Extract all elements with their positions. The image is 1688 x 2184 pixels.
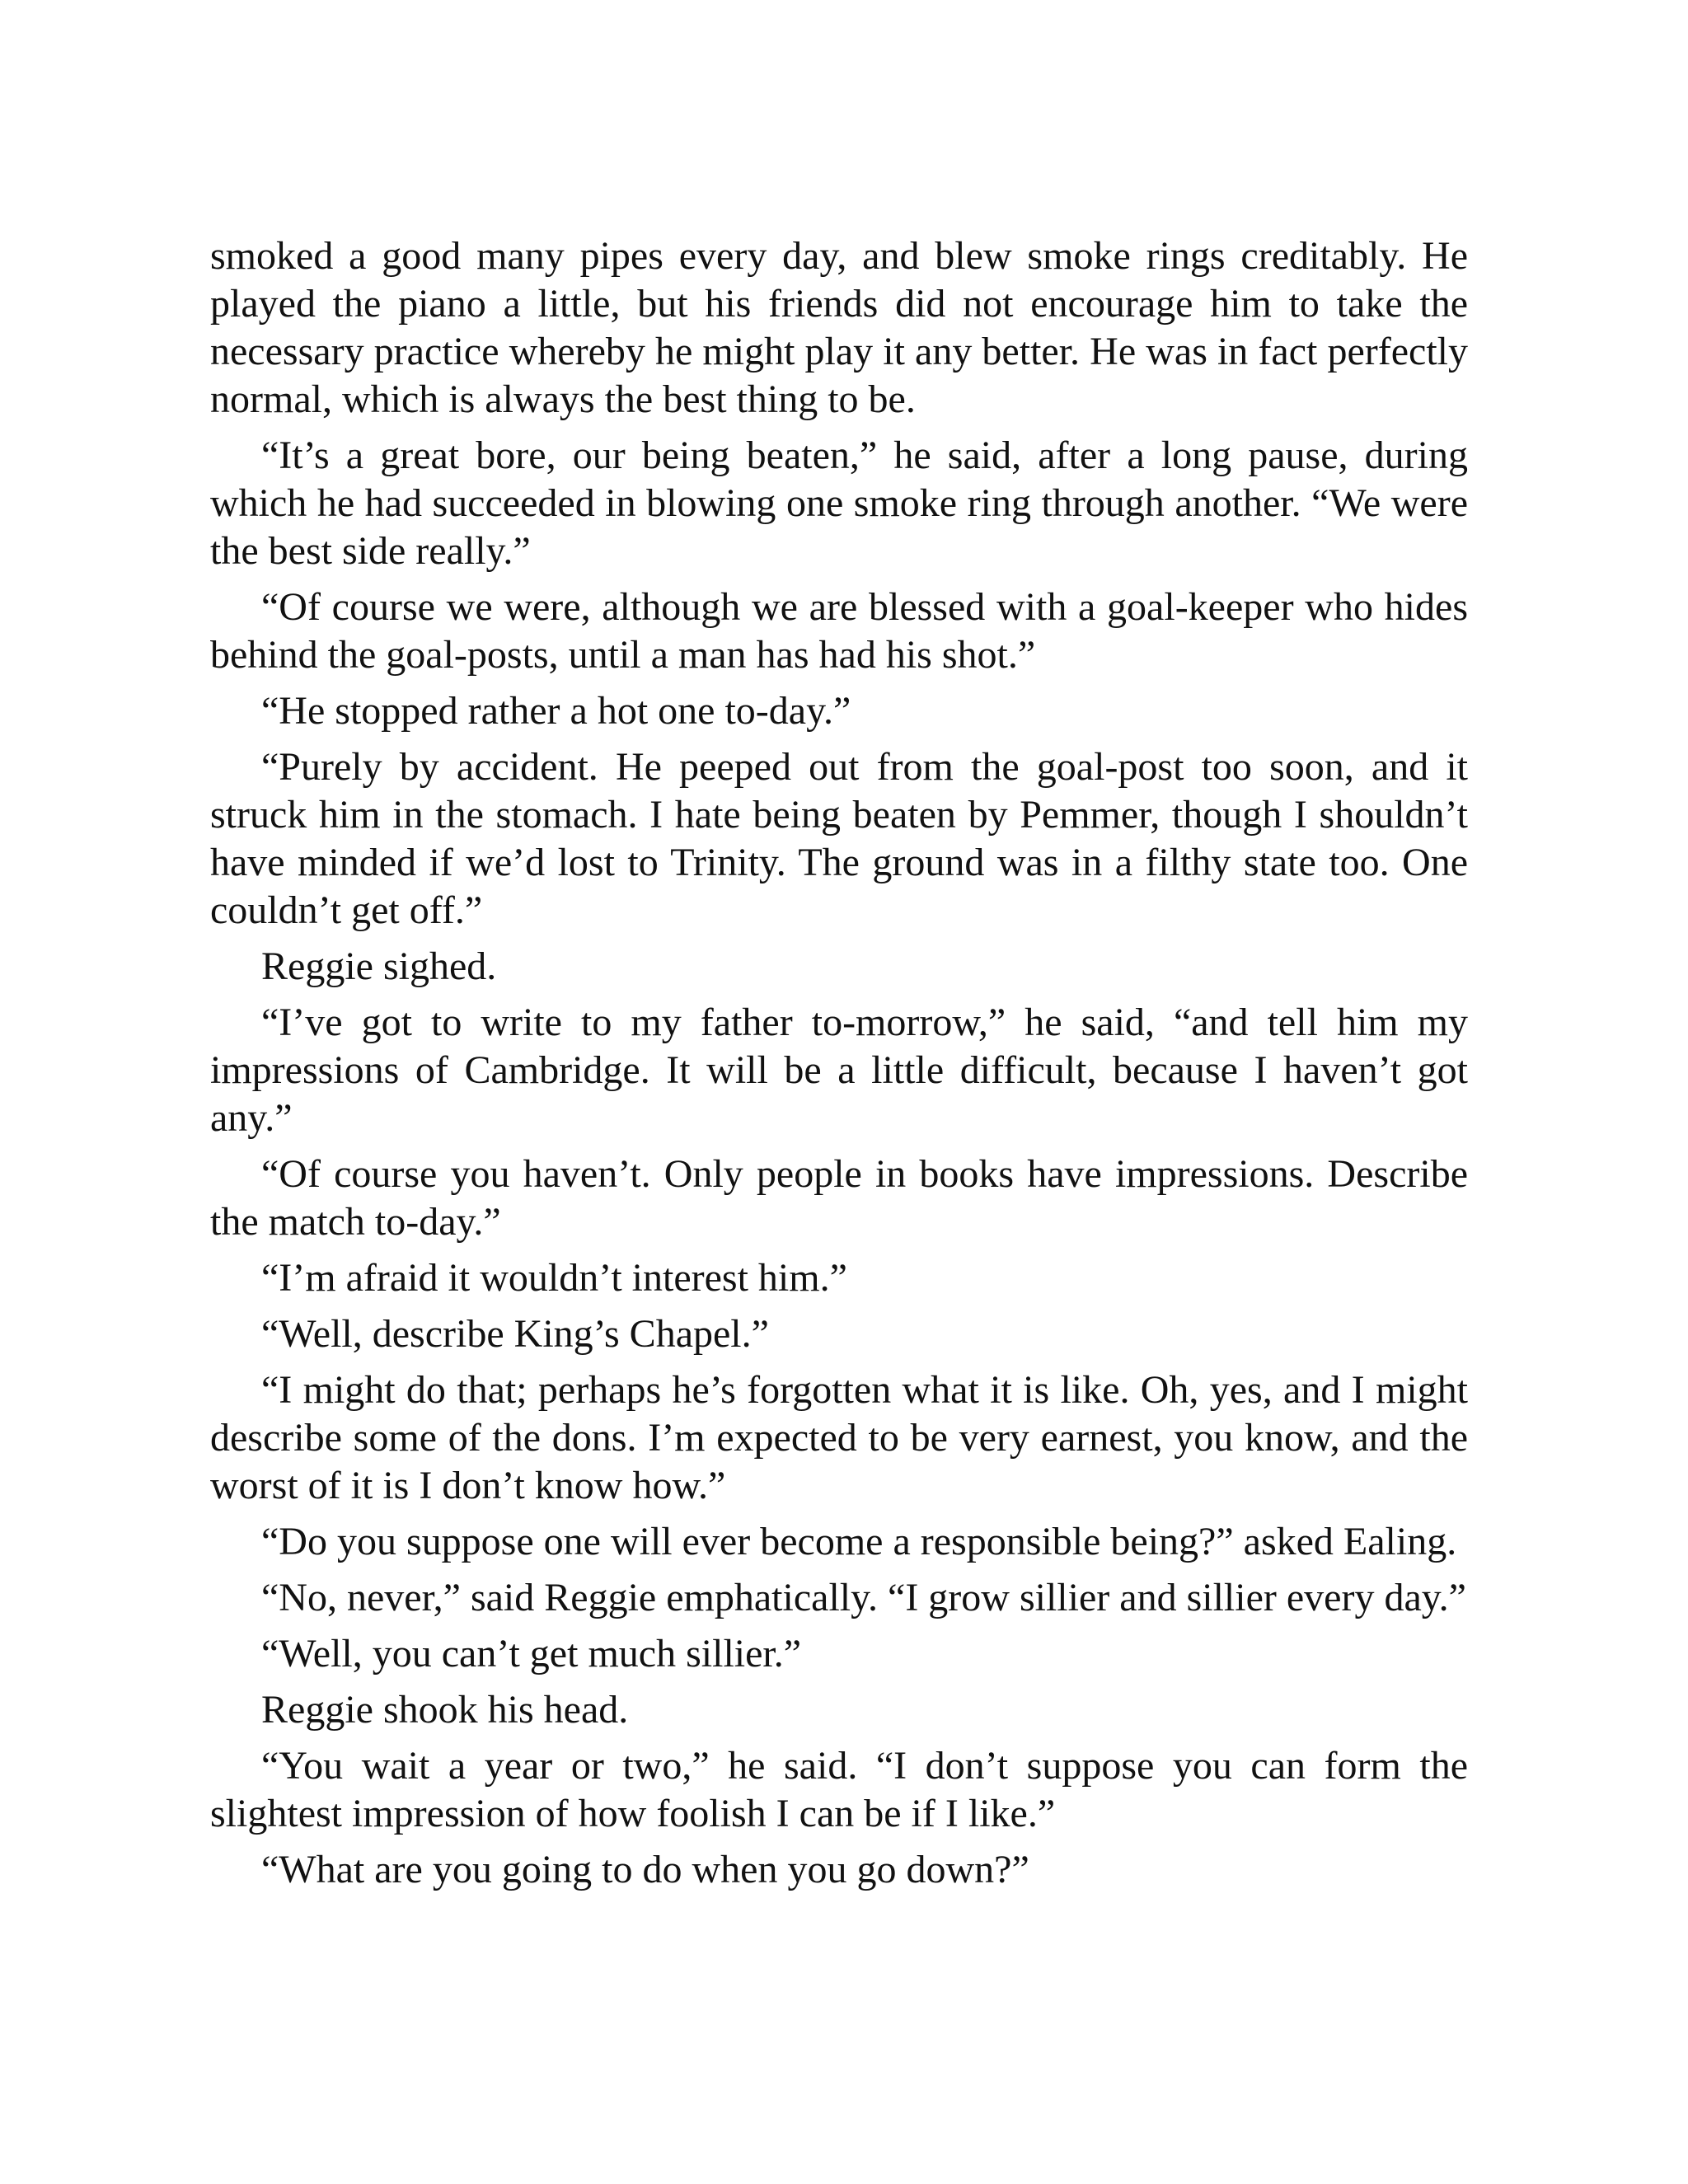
paragraph: “What are you going to do when you go down?” (261, 1848, 1029, 1891)
paragraph: Reggie sighed. (261, 944, 497, 988)
paragraph: “No, never,” said Reggie emphatically. “I grow sillier and sillier every day.” (261, 1576, 1466, 1619)
paragraph-continuation: smoked a good many pipes every day, and blew smoke rings creditably. He played the piano a little, but his friends did not encourage him to take the necessary practice whereby he might play it any better. He was in fact perfectly normal, which is always the best thing to be. (210, 234, 1468, 421)
paragraph: “I’ve got to write to my father to-morrow,” he said, “and tell him my impressions of Cambridge. It will be a little difficult, because I haven’t got any.” (210, 1001, 1468, 1140)
paragraph: “It’s a great bore, our being beaten,” he said, after a long pause, during which he had succeeded in blowing one smoke ring through another. “We were the best side really.” (210, 434, 1468, 573)
paragraph: “Well, you can’t get much sillier.” (261, 1632, 802, 1675)
paragraph: “Do you suppose one will ever become a responsible being?” asked Ealing. (261, 1520, 1457, 1563)
paragraph: “He stopped rather a hot one to-day.” (261, 689, 851, 733)
paragraph: “You wait a year or two,” he said. “I don’t suppose you can form the slightest impression of how foolish I can be if I like.” (210, 1744, 1468, 1835)
paragraph: “Of course we were, although we are blessed with a goal-keeper who hides behind the goal-posts, until a man has had his shot.” (210, 585, 1468, 677)
paragraph: “Of course you haven’t. Only people in books have impressions. Describe the match to-day.” (210, 1152, 1468, 1244)
paragraph: “I’m afraid it wouldn’t interest him.” (261, 1256, 847, 1300)
paragraph: “Purely by accident. He peeped out from the goal-post too soon, and it struck him in the stomach. I hate being beaten by Pemmer, though I shouldn’t have minded if we’d lost to Trinity. The ground was in a filthy state too. One couldn’t get off.” (210, 745, 1468, 932)
paragraph: Reggie shook his head. (261, 1688, 629, 1732)
book-page-text (210, 232, 1468, 1902)
paragraph: “Well, describe King’s Chapel.” (261, 1312, 769, 1356)
paragraph: “I might do that; perhaps he’s forgotten what it is like. Oh, yes, and I might describe some of the dons. I’m expected to be very earnest, you know, and the worst of it is I don’t know how.” (210, 1368, 1468, 1507)
